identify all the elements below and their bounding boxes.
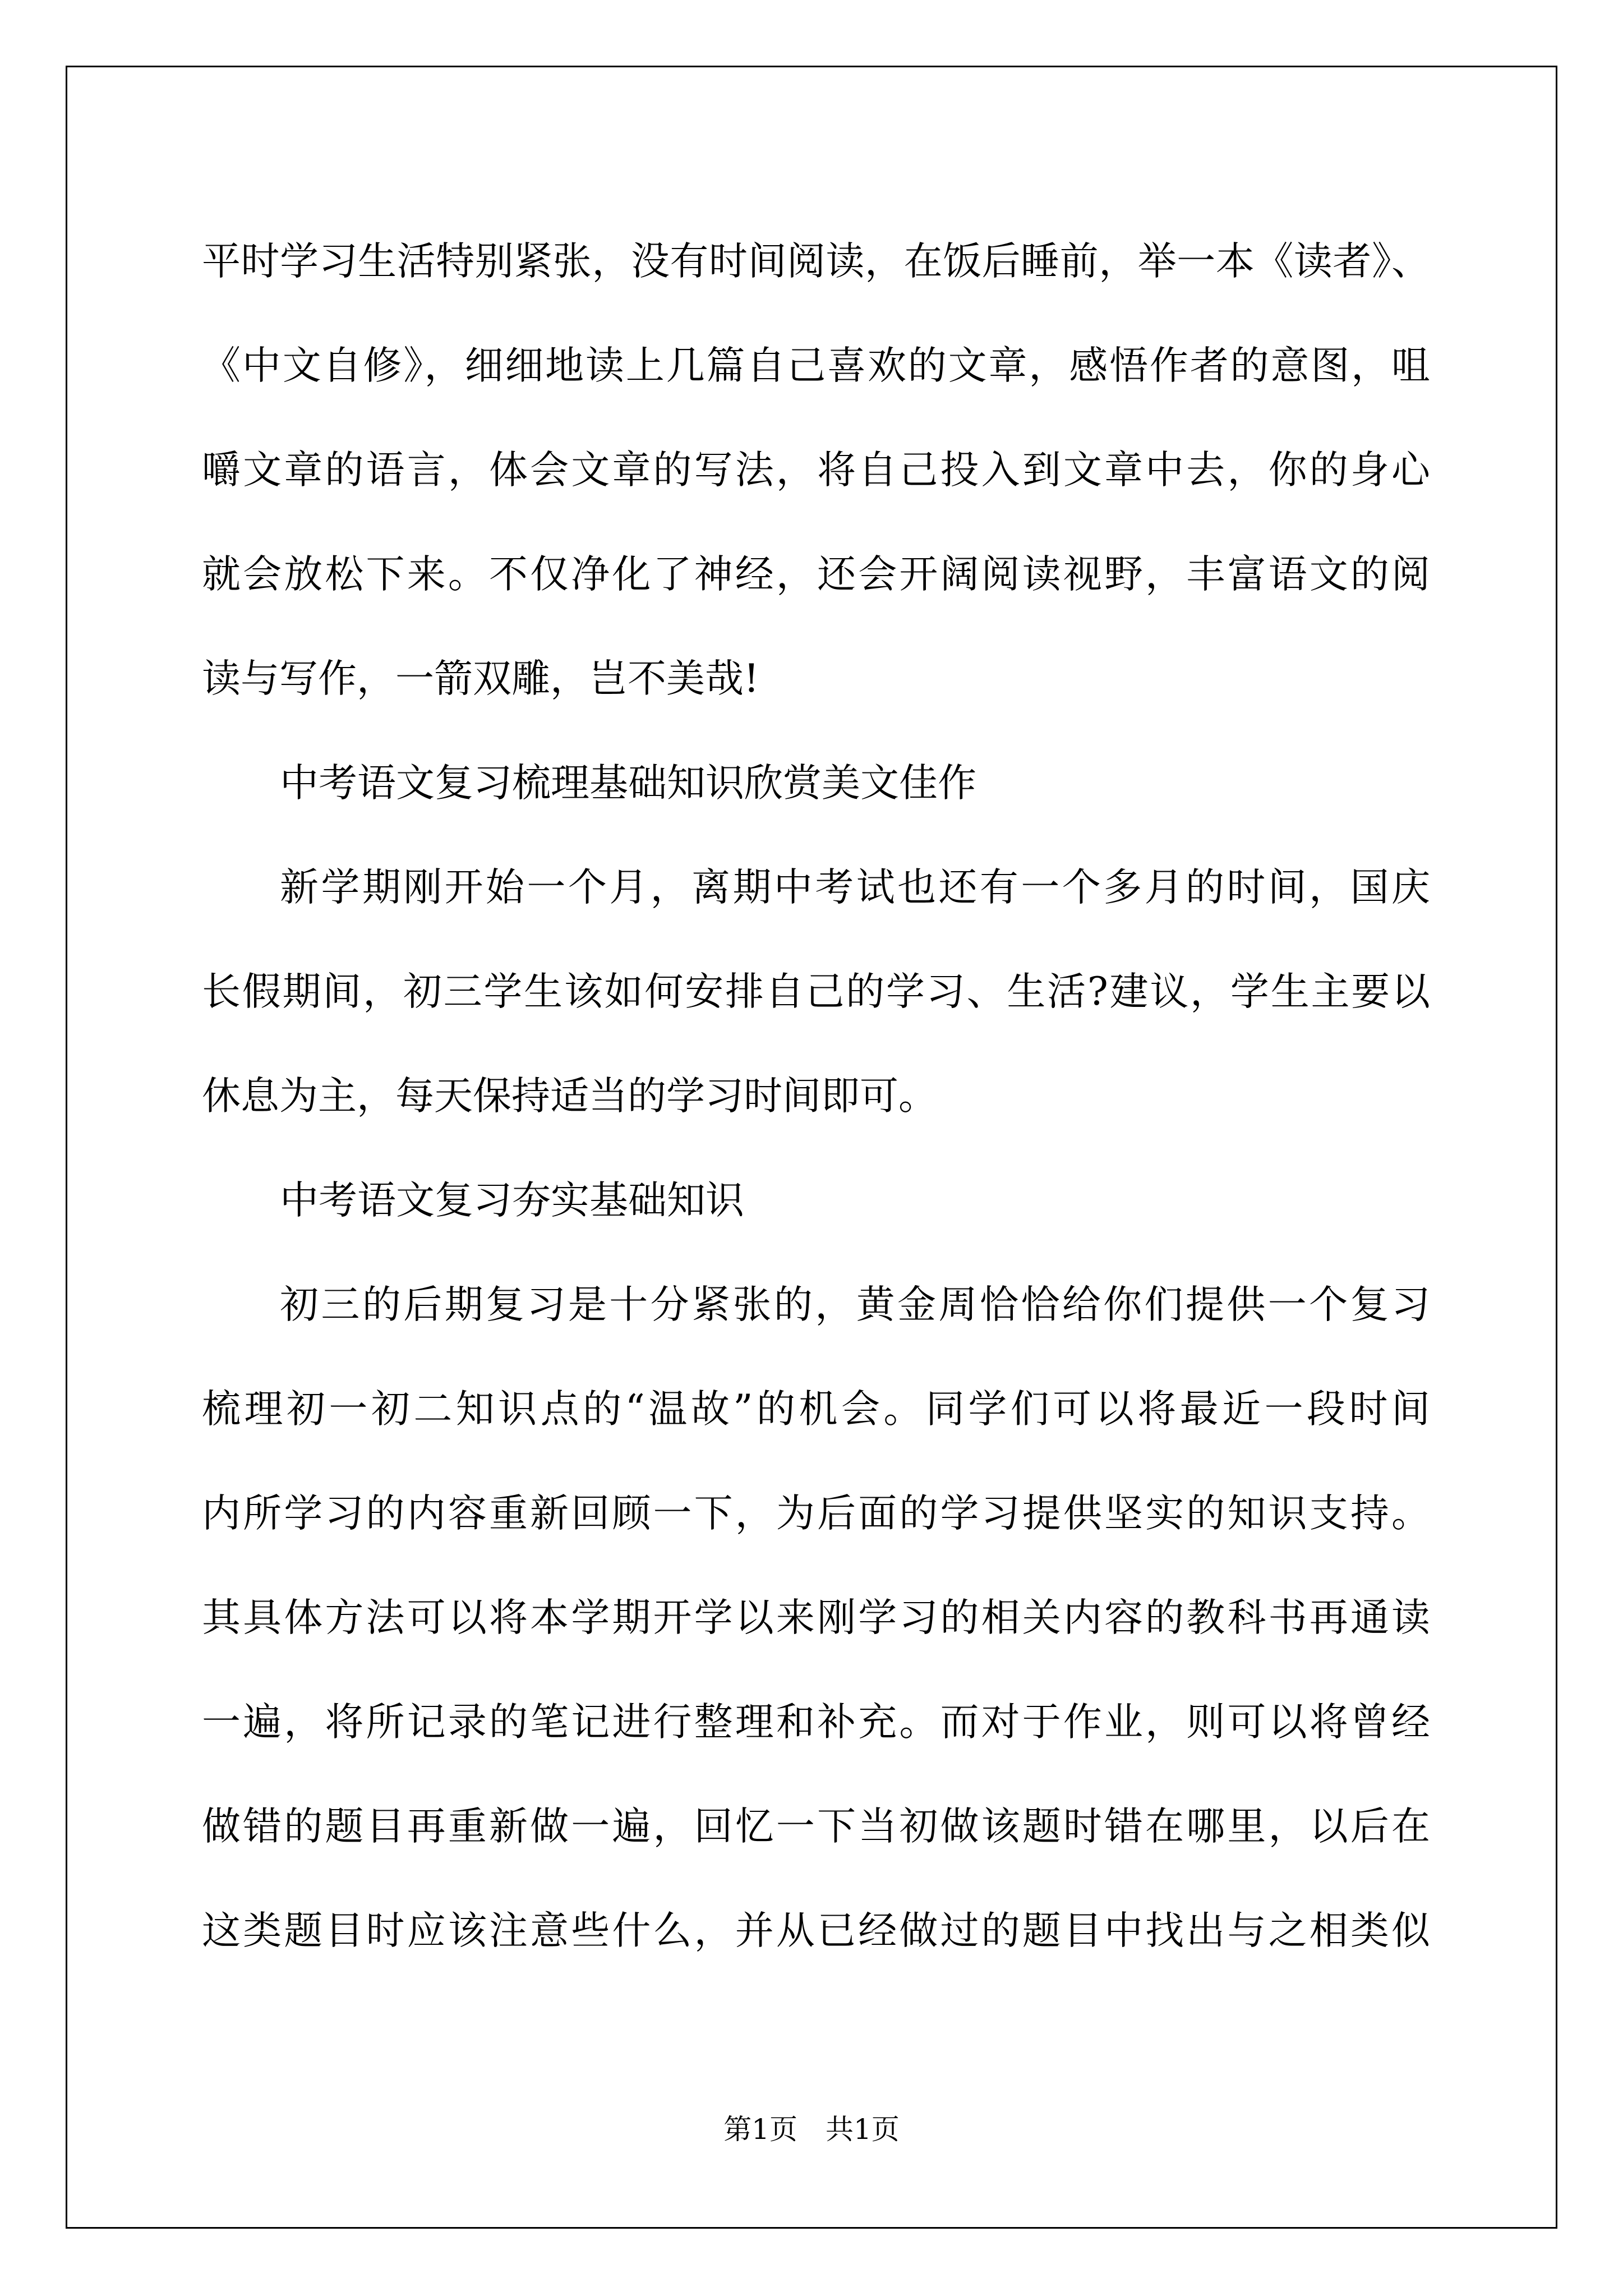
page-footer xyxy=(0,2113,1623,2146)
document-body xyxy=(202,209,1430,1983)
text-line: 就会放松下来。不仅净化了神经，还会开阔阅读视野，丰富语文的阅 xyxy=(202,552,1430,597)
text-line: 读与写作，一箭双雕，岂不美哉! xyxy=(202,656,759,701)
text-line: 嚼文章的语言，体会文章的写法，将自己投入到文章中去，你的身心 xyxy=(202,448,1430,493)
text-line: 中考语文复习梳理基础知识欣赏美文佳作 xyxy=(280,761,976,806)
text-line: 其具体方法可以将本学期开学以来刚学习的相关内容的教科书再通读 xyxy=(202,1595,1430,1640)
text-line: 这类题目时应该注意些什么，并从已经做过的题目中找出与之相类似 xyxy=(202,1908,1430,1953)
text-line: 休息为主，每天保持适当的学习时间即可。 xyxy=(202,1074,937,1119)
page-total: 共1页 xyxy=(826,2113,900,2146)
text-line: 做错的题目再重新做一遍，回忆一下当初做该题时错在哪里，以后在 xyxy=(202,1804,1430,1849)
text-line: 一遍，将所记录的笔记进行整理和补充。而对于作业，则可以将曾经 xyxy=(202,1700,1430,1745)
text-line: 梳理初一初二知识点的“温故”的机会。同学们可以将最近一段时间 xyxy=(202,1387,1430,1432)
text-line: 平时学习生活特别紧张，没有时间阅读，在饭后睡前，举一本《读者》、 xyxy=(202,239,1430,284)
text-line: 内所学习的内容重新回顾一下，为后面的学习提供坚实的知识支持。 xyxy=(202,1491,1430,1536)
text-line: 中考语文复习夯实基础知识 xyxy=(280,1178,744,1223)
text-line: 新学期刚开始一个月，离期中考试也还有一个多月的时间，国庆 xyxy=(280,865,1430,910)
text-line: 初三的后期复习是十分紧张的，黄金周恰恰给你们提供一个复习 xyxy=(280,1282,1430,1327)
text-line: 长假期间，初三学生该如何安排自己的学习、生活?建议，学生主要以 xyxy=(202,969,1430,1014)
page-number: 第1页 xyxy=(723,2113,797,2146)
text-line: 《中文自修》，细细地读上几篇自己喜欢的文章，感悟作者的意图，咀 xyxy=(202,343,1430,388)
